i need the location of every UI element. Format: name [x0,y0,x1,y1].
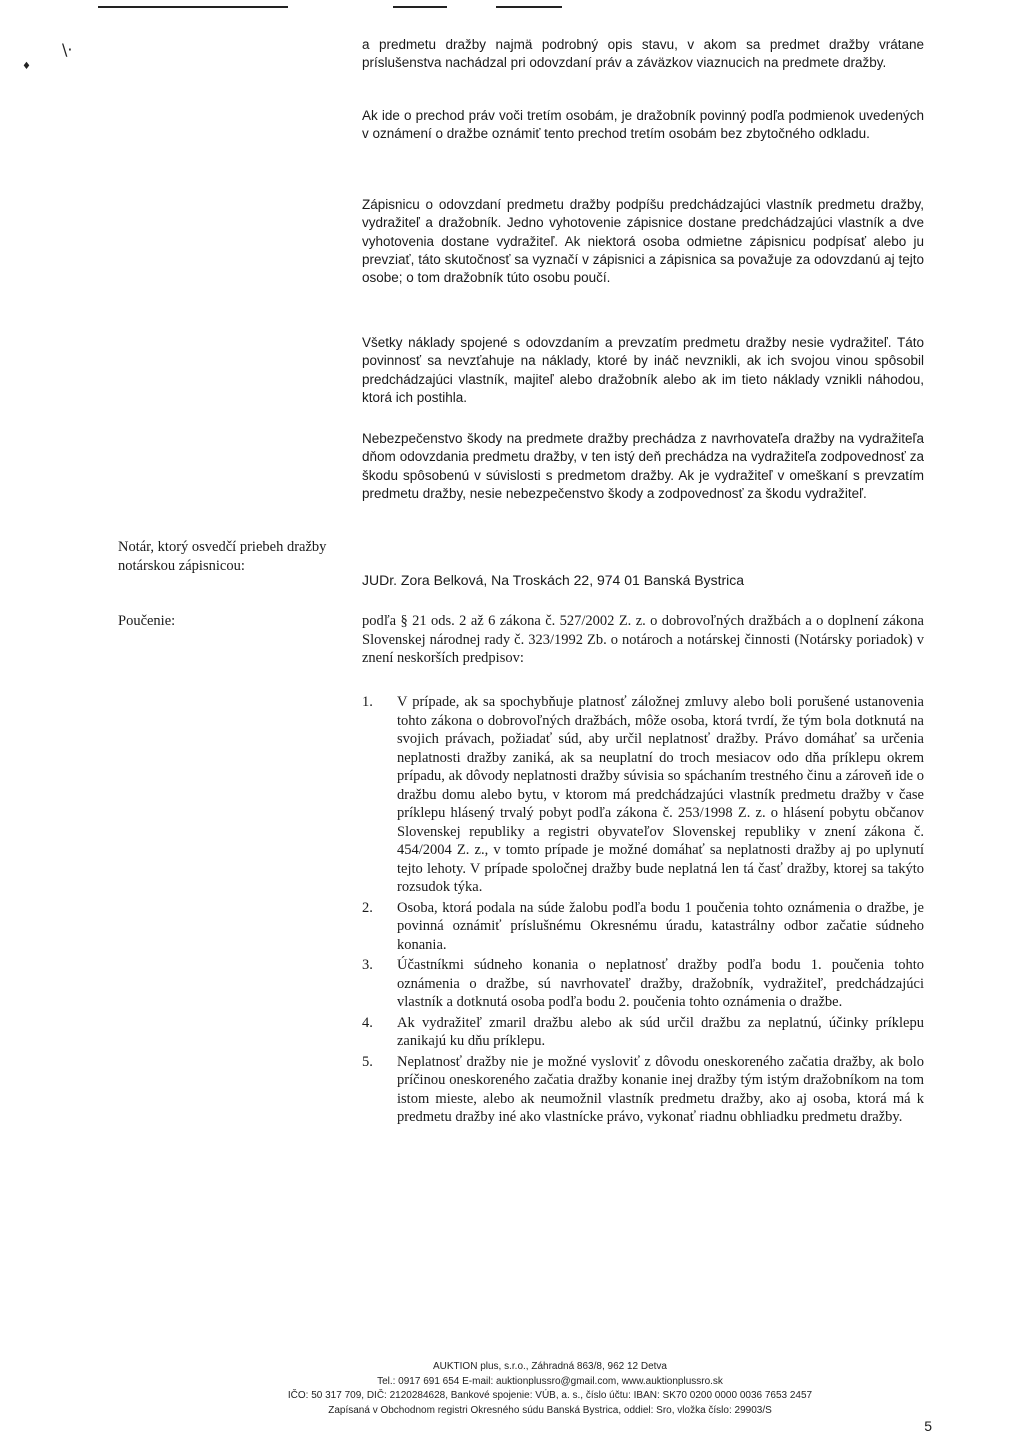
item-text: Účastníkmi súdneho konania o neplatnosť dražby podľa bodu 1. poučenia tohto oznámenia o dražbe, sú navrhovateľ dražby, dražobník, vydražiteľ, predchádzajúci vlastník a dotknutá osoba podľa bodu 2. poučenia tohto oznámenia o dražbe. [397,957,924,1010]
item-number: 1. [362,694,373,710]
footer-contact: Tel.: 0917 691 654 E-mail: auktionplussro@gmail.com, www.auktionplussro.sk [377,1375,723,1387]
scan-tick-mark: \· [62,40,73,59]
page-number: 5 [924,1418,932,1434]
instruction-item-3 [362,956,924,1012]
paragraph-third-party-rights: Ak ide o prechod práv voči tretím osobám, je dražobník povinný podľa podmienok uvedených v oznámení o dražbe oznámiť tento prechod tretím osobám bez zbytočného odkladu. [362,108,924,142]
top-rule-left [98,6,288,8]
item-number: 5. [362,1053,373,1070]
instruction-label: Poučenie: [118,613,176,629]
notary-label: Notár, ktorý osvedčí priebeh dražby notárskou zápisnicou: [118,539,327,574]
paragraph-handover-record: Zápisnicu o odovzdaní predmetu dražby podpíšu predchádzajúci vlastník predmetu dražby, vydražiteľ a dražobník. Jedno vyhotovenie zápisnice dostane predchádzajúci vlastník a dve vyhotovenia dostane vydražiteľ. Ak niektorá osoba odmietne zápisnicu podpísať alebo ju prevziať, táto skutočnosť sa vyznačí v zápisnici a zápisnica sa považuje za odovzdanú aj tejto osobe; o tom dražobník túto osobu poučí. [362,197,924,286]
paragraph-handover-costs: Všetky náklady spojené s odovzdaním a prevzatím predmetu dražby nesie vydražiteľ. Táto povinnosť sa nevzťahuje na náklady, ktoré by ináč nevznikli, ak ich svojou vinou spôsobil predchádzajúci vlastník, majiteľ alebo dražobník alebo ak im tieto náklady vznikli náhodou, ktorá ich postihla. [362,335,924,405]
top-rule-middle [393,6,447,8]
instruction-item-1 [362,693,924,897]
scan-dot-mark: ♦ [22,61,31,72]
top-rule-right [496,6,562,8]
footer-company-address: AUKTION plus, s.r.o., Záhradná 863/8, 962 12 Detva [432,1361,667,1372]
item-number: 4. [362,1014,373,1031]
instruction-item-5 [362,1053,924,1127]
instruction-law-reference: podľa § 21 ods. 2 až 6 zákona č. 527/2002 Z. z. o dobrovoľných dražbách a o doplnení zákona Slovenskej národnej rady č. 323/1992 Zb. o notároch a notárskej činnosti (Notársky poriadok) v znení neskorších predpisov: [362,613,924,666]
item-text: Osoba, ktorá podala na súde žalobu podľa bodu 1 poučenia tohto oznámenia o dražbe, je povinná oznámiť príslušnému Okresnému úradu, katastrálny odbor začatie súdneho konania. [397,899,924,953]
paragraph-damage-risk: Nebezpečenstvo škody na predmete dražby prechádza z navrhovateľa dražby na vydražiteľa dňom odovzdania predmetu dražby, v ten istý deň prechádza na vydražiteľa zodpovednosť za škodu spôsobenú v súvislosti s predmetom dražby. Ak je vydražiteľ v omeškaní s prevzatím predmetu dražby, nesie nebezpečenstvo škody a zodpovednosť za škodu vydražiteľ. [362,431,924,501]
item-number: 3. [362,957,373,973]
instruction-list [362,693,924,1129]
instruction-item-2 [362,899,924,955]
item-text: Ak vydražiteľ zmaril dražbu alebo ak súd určil dražbu za neplatnú, účinky príklepu zanikajú ku dňu príklepu. [397,1014,924,1049]
item-number: 2. [362,899,373,916]
notary-value: JUDr. Zora Belková, Na Troskách 22, 974 01 Banská Bystrica [362,572,745,588]
paragraph-handover-description: a predmetu dražby najmä podrobný opis stavu, v akom sa predmet dražby vrátane príslušenstva nachádzal pri odovzdaní práv a záväzkov viaznucich na predmete dražby. [362,37,924,71]
footer-bank-details: IČO: 50 317 709, DIČ: 2120284628, Bankové spojenie: VÚB, a. s., číslo účtu: IBAN: SK70 0200 0000 0036 7653 2457 [287,1390,813,1401]
item-text: Neplatnosť dražby nie je možné vysloviť z dôvodu oneskoreného začatia dražby, ak bolo príčinou oneskoreného začatia dražby konanie inej dražby tým istým dražobníkom na tom istom mieste, alebo ak neumožnil vlastník predmetu dražby, ako aj osoba, ktorá má k predmetu dražby iné ako vlastnícke právo, vykonať riadnu obhliadku predmetu dražby. [397,1053,924,1125]
footer-registry: Zapísaná v Obchodnom registri Okresného súdu Banská Bystrica, oddiel: Sro, vložka číslo: 29903/S [328,1404,772,1416]
item-text: V prípade, ak sa spochybňuje platnosť záložnej zmluvy alebo boli porušené ustanovenia tohto zákona o dobrovoľných dražbách, môže osoba, ktorá tvrdí, že tým bola dotknutá na svojich právach, požiadať súd, aby určil neplatnosť dražby. Právo domáhať sa určenia neplatnosti dražby zaniká, ak sa neuplatní do troch mesiacov odo dňa príklepu okrem prípadu, ak dôvody neplatnosti dražby súvisia so spáchaním trestného činu a zároveň ide o dražbu domu alebo bytu, v ktorom má predchádzajúci vlastník predmetu dražby v čase príklepu hlásený trvalý pobyt podľa zákona č. 253/1998 Z. z. o hlásení pobytu občanov Slovenskej republiky a registri obyvateľov Slovenskej republiky v znení zákona č. 454/2004 Z. z., v tomto prípade je možné domáhať sa neplatnosti dražby aj po uplynutí tejto lehoty. V prípade spoločnej dražby bude neplatná len tá časť dražby, ktorej sa takýto rozsudok týka. [397,694,924,895]
instruction-item-4 [362,1014,924,1051]
company-footer [200,1360,900,1418]
